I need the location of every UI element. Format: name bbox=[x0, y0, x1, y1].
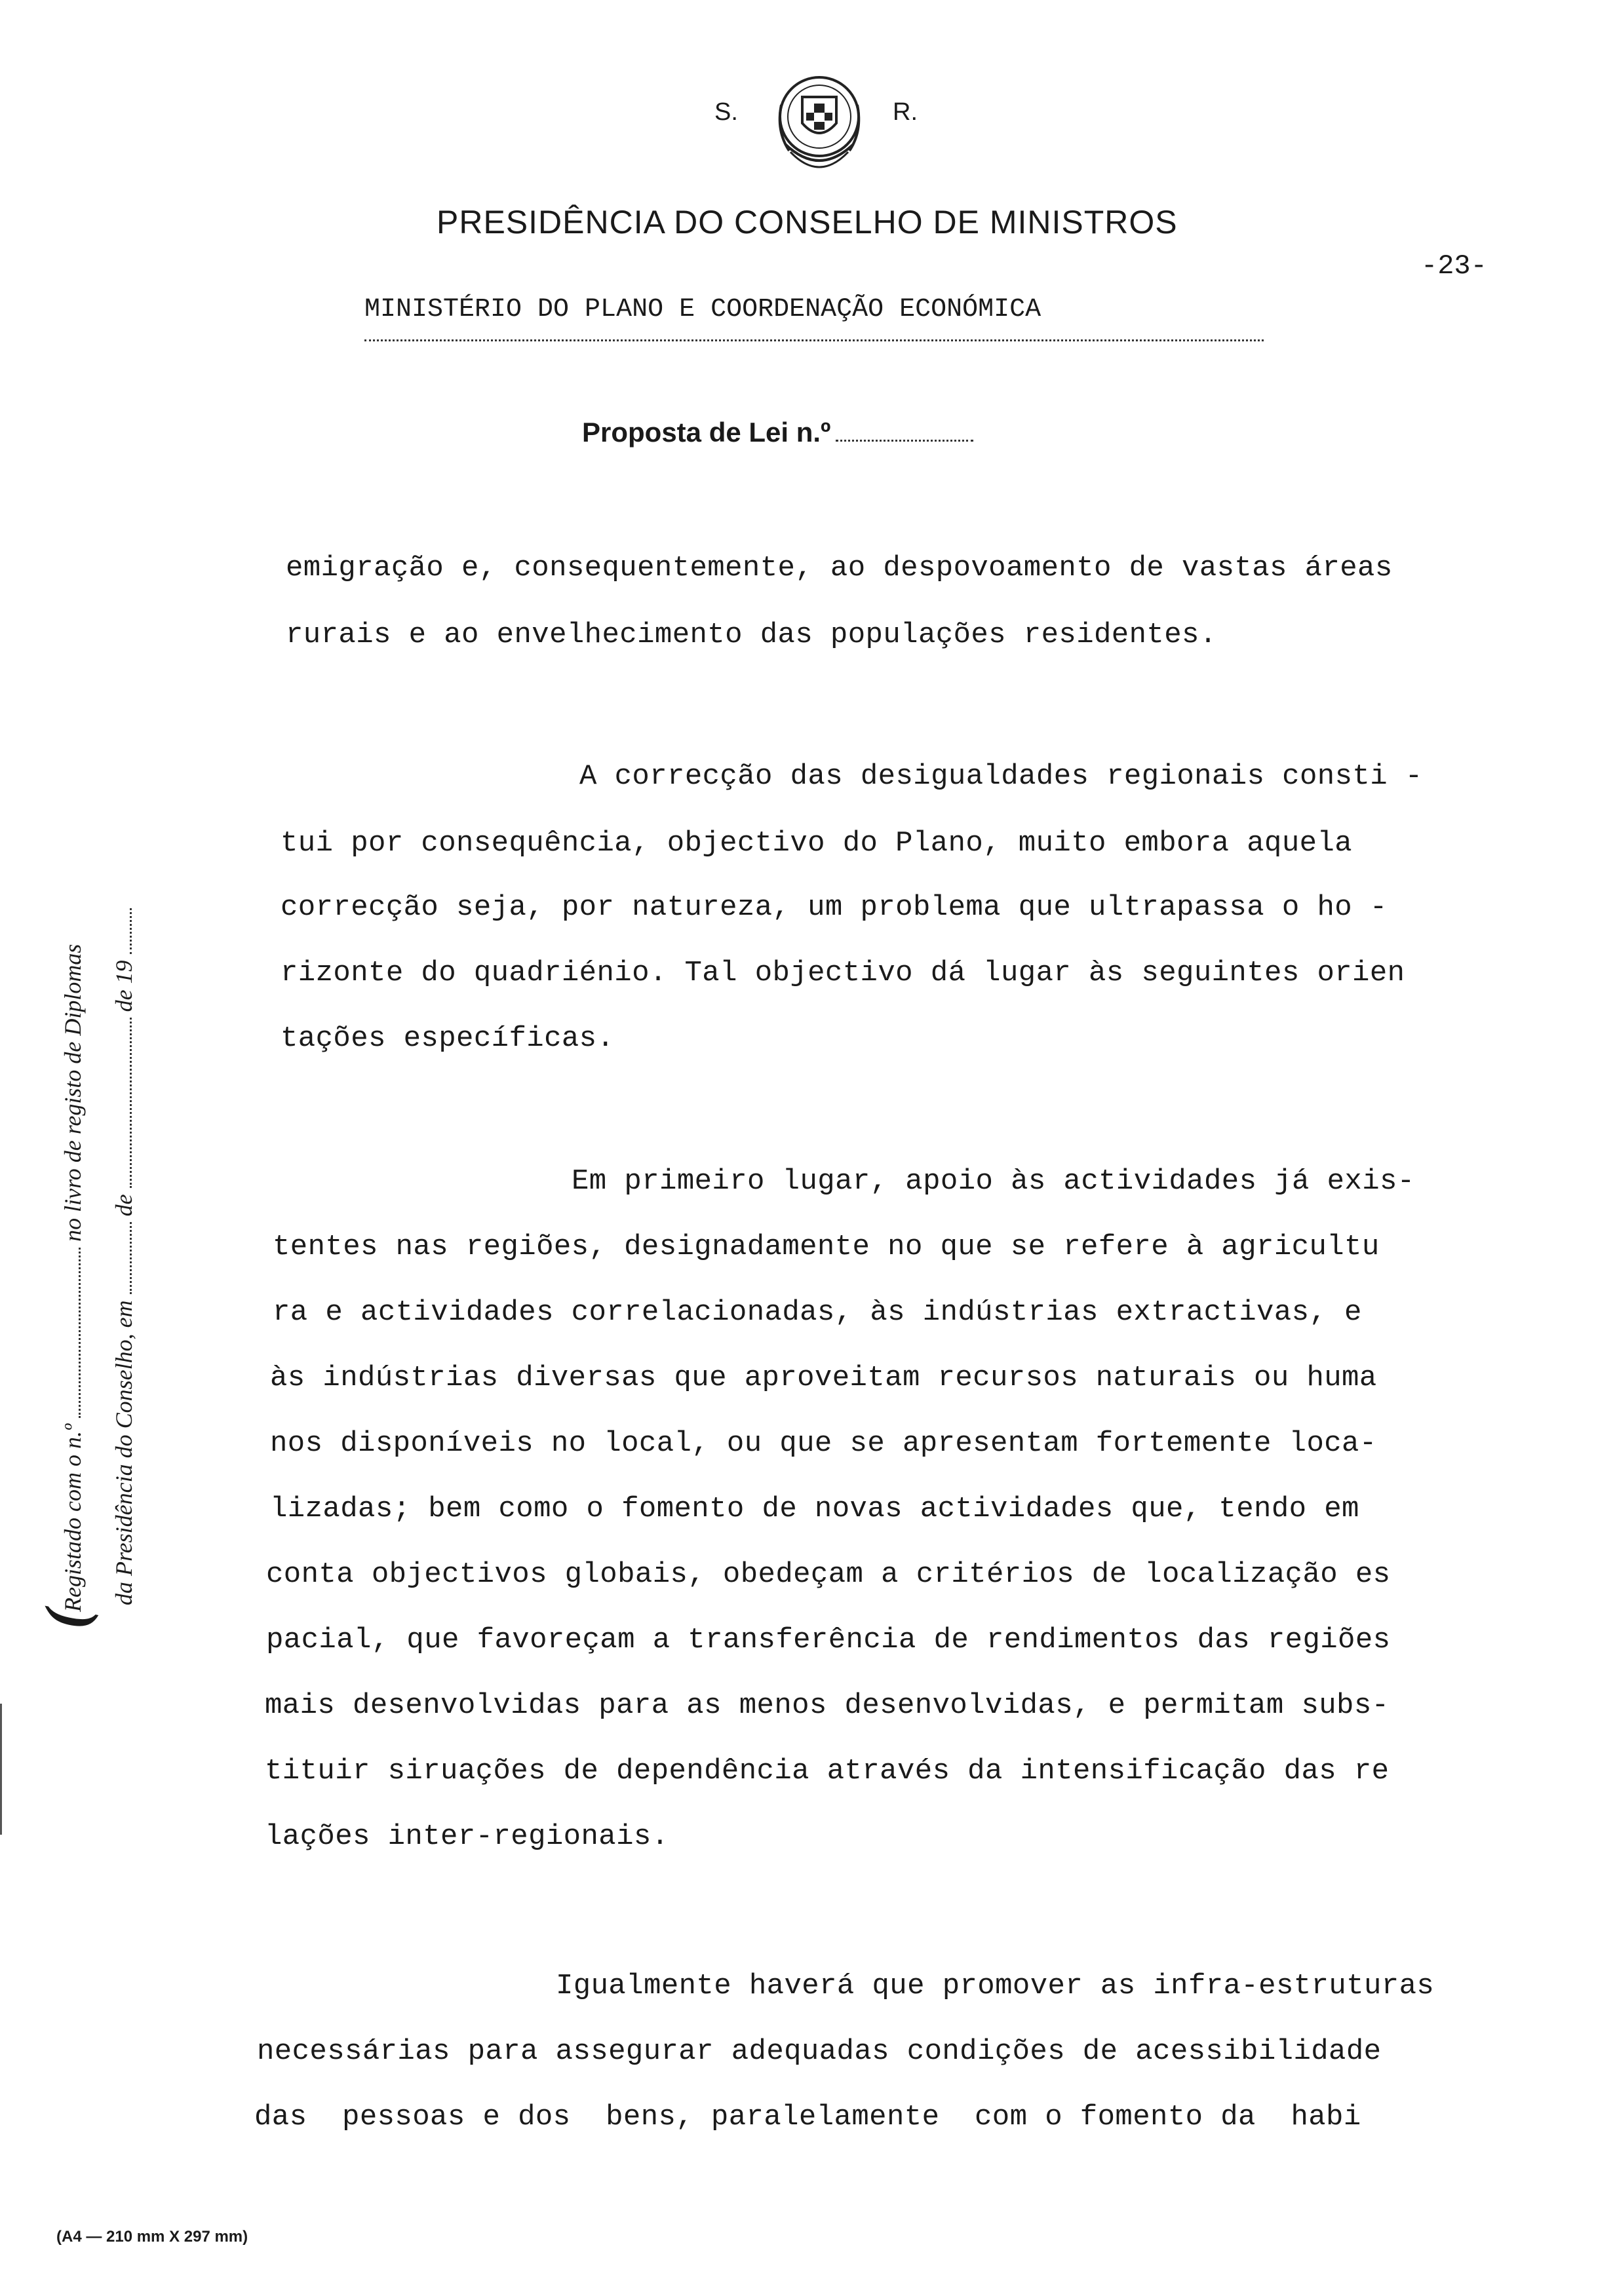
paragraph-4-line-2: necessárias para assegurar adequadas condições de acessibilidade bbox=[257, 2035, 1382, 2068]
register-number-blank bbox=[60, 1248, 81, 1418]
seal-letter-r: R. bbox=[893, 98, 918, 126]
paragraph-2-line-4: rizonte do quadriénio. Tal objectivo dá lugar às seguintes orien bbox=[281, 957, 1405, 989]
paper-size-note: (A4 — 210 mm X 297 mm) bbox=[56, 2228, 248, 2246]
paragraph-3-line-8: pacial, que favoreçam a transferência de rendimentos das regiões bbox=[266, 1624, 1391, 1656]
ministry-title: MINISTÉRIO DO PLANO E COORDENAÇÃO ECONÓMICA bbox=[364, 295, 1041, 324]
paragraph-3-line-9: mais desenvolvidas para as menos desenvolvidas, e permitam subs- bbox=[265, 1689, 1390, 1722]
seal-letter-s: S. bbox=[714, 98, 738, 126]
paragraph-3-line-10: tituir siruações de dependência através da intensificação das re bbox=[265, 1755, 1390, 1788]
ministry-dotted-rule bbox=[364, 339, 1264, 341]
register-month-blank bbox=[111, 1018, 132, 1188]
proposal-label: Proposta de Lei n.º bbox=[582, 417, 831, 448]
paragraph-3-line-3: ra e actividades correlacionadas, às indústrias extractivas, e bbox=[273, 1296, 1362, 1329]
paragraph-2-line-3: correcção seja, por natureza, um problema que ultrapassa o ho - bbox=[281, 891, 1388, 924]
register-line-1: ( Registado com o n.º no livro de registo de Diplomas bbox=[34, 944, 99, 1629]
paragraph-3-line-5: nos disponíveis no local, ou que se apresentam fortemente loca- bbox=[270, 1427, 1377, 1460]
register-bracket-glyph: ( bbox=[34, 1609, 99, 1629]
paragraph-2-line-1: A correcção das desigualdades regionais consti - bbox=[579, 760, 1423, 793]
paragraph-3-line-11: lações inter-regionais. bbox=[265, 1820, 669, 1853]
register-year-blank bbox=[111, 908, 132, 954]
paragraph-3-line-4: às indústrias diversas que aproveitam recursos naturais ou huma bbox=[270, 1362, 1377, 1394]
register-line-2: da Presidência do Conselho, em de de 19 bbox=[110, 908, 138, 1625]
paragraph-3-line-2: tentes nas regiões, designadamente no que se refere à agricultu bbox=[273, 1231, 1380, 1263]
organization-title: PRESIDÊNCIA DO CONSELHO DE MINISTROS bbox=[437, 204, 1178, 240]
paragraph-1-line-2: rurais e ao envelhecimento das populações residentes. bbox=[286, 619, 1217, 651]
margin-binding-mark bbox=[0, 1704, 2, 1835]
coat-of-arms-icon bbox=[767, 66, 872, 183]
paragraph-2-line-2: tui por consequência, objectivo do Plano, muito embora aquela bbox=[281, 827, 1353, 860]
proposal-heading bbox=[582, 417, 973, 448]
register-day-blank bbox=[111, 1222, 132, 1294]
paragraph-3-line-7: conta objectivos globais, obedeçam a critérios de localização es bbox=[266, 1558, 1391, 1591]
margin-register-note bbox=[26, 695, 144, 1629]
paragraph-3-line-1: Em primeiro lugar, apoio às actividades já exis- bbox=[572, 1165, 1415, 1198]
paragraph-3-line-6: lizadas; bem como o fomento de novas actividades que, tendo em bbox=[270, 1493, 1359, 1525]
paragraph-4-line-3: das pessoas e dos bens, paralelamente com o fomento da habi bbox=[254, 2101, 1361, 2133]
paragraph-1-line-1: emigração e, consequentemente, ao despovoamento de vastas áreas bbox=[286, 552, 1393, 584]
paragraph-4-line-1: Igualmente haverá que promover as infra-estruturas bbox=[556, 1970, 1435, 2002]
seal-row bbox=[714, 66, 918, 183]
paragraph-2-line-5: tações específicas. bbox=[281, 1022, 615, 1055]
proposal-number-blank bbox=[836, 417, 973, 442]
page-number: -23- bbox=[1421, 250, 1487, 282]
